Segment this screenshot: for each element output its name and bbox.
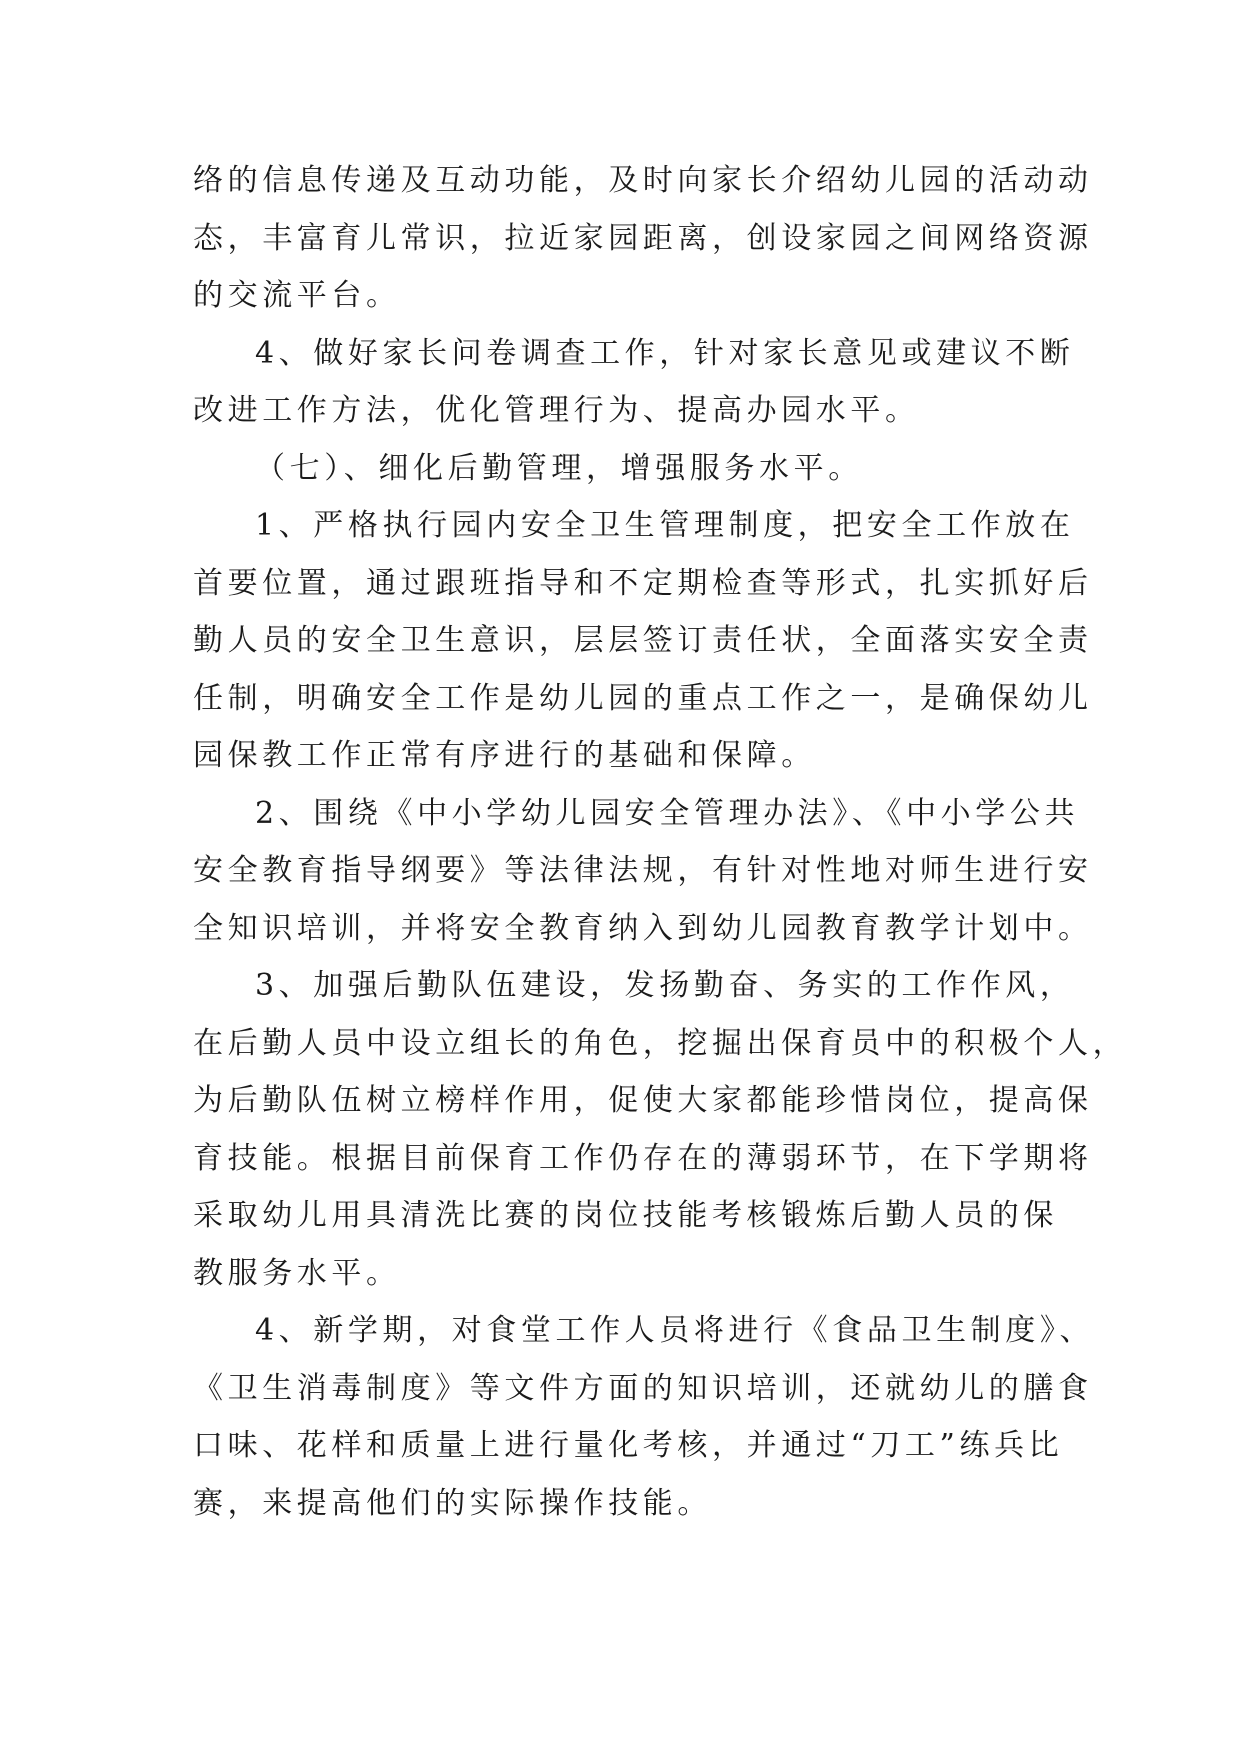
paragraph-start-line: 3、加强后勤队伍建设，发扬勤奋、务实的工作作风，	[255, 968, 1075, 1003]
text-line: 园保教工作正常有序进行的基础和保障。	[193, 738, 816, 773]
text-line: 态，丰富育儿常识，拉近家园距离，创设家园之间网络资源	[193, 220, 1093, 256]
text-line: 在后勤人员中设立组长的角色，挖掘出保育员中的积极个人，	[193, 1025, 1128, 1061]
text-line: 口味、花样和质量上进行量化考核，并通过“刀工”练兵比	[193, 1428, 1064, 1463]
text-line: 首要位置，通过跟班指导和不定期检查等形式，扎实抓好后	[193, 565, 1093, 601]
document-body	[193, 152, 1128, 1532]
text-line: 任制，明确安全工作是幼儿园的重点工作之一，是确保幼儿	[193, 680, 1093, 716]
text-line: 育技能。根据目前保育工作仍存在的薄弱环节，在下学期将	[193, 1140, 1093, 1176]
text-line: 改进工作方法，优化管理行为、提高办园水平。	[193, 393, 920, 428]
section-heading: （七）、细化后勤管理，增强服务水平。	[255, 450, 863, 486]
paragraph-start-line: 2、围绕《中小学幼儿园安全管理办法》、《中小学公共	[255, 795, 1080, 831]
text-line: 安全教育指导纲要》等法律法规，有针对性地对师生进行安	[193, 853, 1093, 888]
paragraph-start-line: 4、新学期，对食堂工作人员将进行《食品卫生制度》、	[255, 1313, 1095, 1348]
paragraph-start-line: 4、做好家长问卷调查工作，针对家长意见或建议不断	[255, 335, 1075, 371]
text-line: 采取幼儿用具清洗比赛的岗位技能考核锻炼后勤人员的保	[193, 1198, 1058, 1233]
paragraph-start-line: 1、严格执行园内安全卫生管理制度，把安全工作放在	[255, 508, 1075, 543]
text-line: 教服务水平。	[193, 1255, 401, 1291]
text-line: 络的信息传递及互动功能，及时向家长介绍幼儿园的活动动	[193, 163, 1093, 198]
text-line: 勤人员的安全卫生意识，层层签订责任状，全面落实安全责	[193, 623, 1093, 658]
text-line: 全知识培训，并将安全教育纳入到幼儿园教育教学计划中。	[193, 910, 1093, 946]
text-line: 赛，来提高他们的实际操作技能。	[193, 1485, 712, 1521]
text-line: 《卫生消毒制度》等文件方面的知识培训，还就幼儿的膳食	[193, 1370, 1093, 1406]
text-line: 为后勤队伍树立榜样作用，促使大家都能珍惜岗位，提高保	[193, 1083, 1093, 1118]
text-line: 的交流平台。	[193, 278, 401, 313]
